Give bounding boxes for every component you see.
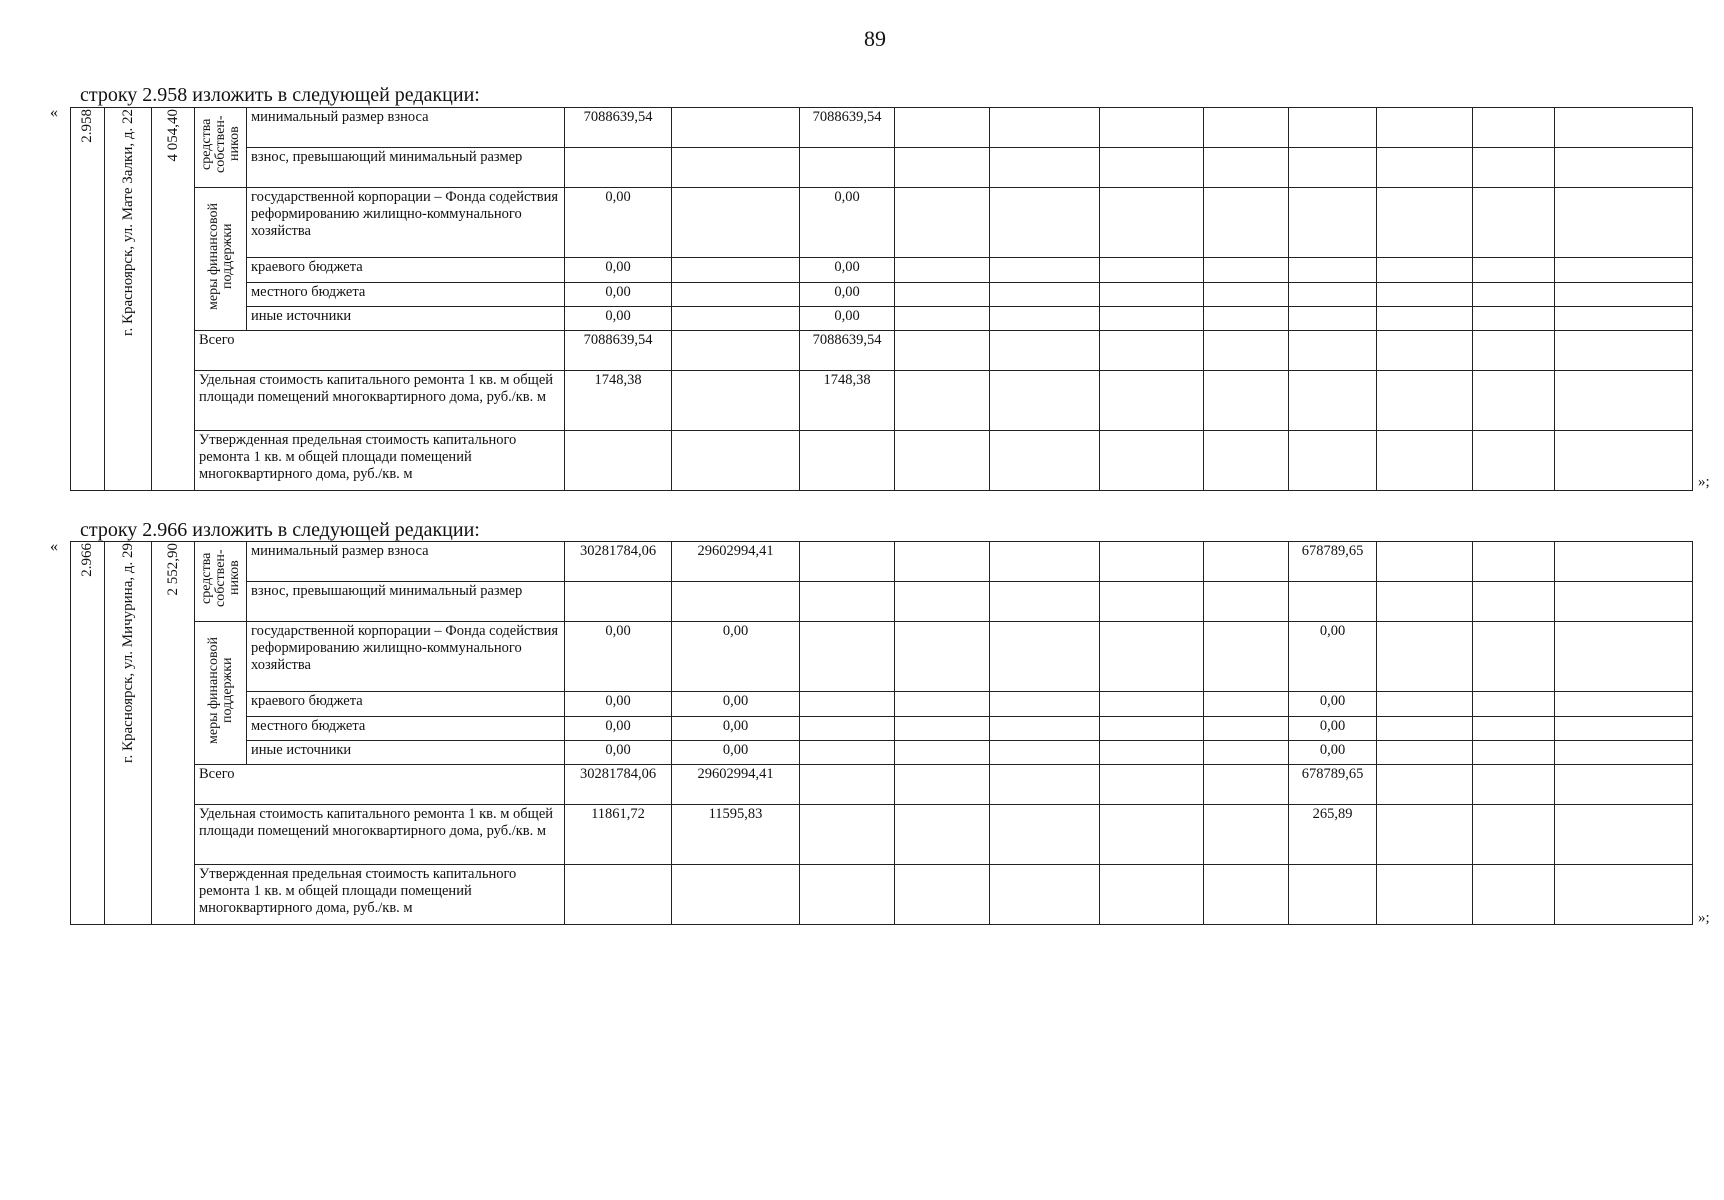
- owner-funds-group: [195, 108, 247, 188]
- value-cell: [800, 805, 895, 865]
- value-cell: [672, 306, 800, 330]
- amendment-heading: строку 2.958 изложить в следующей редакции:: [80, 84, 480, 106]
- value-cell: 7088639,54: [565, 108, 672, 148]
- value-cell: [672, 331, 800, 371]
- total-label: Всего: [195, 765, 565, 805]
- value-cell: 0,00: [672, 692, 800, 716]
- address: г. Красноярск, ул. Мичурина, д. 29: [119, 543, 136, 763]
- value-cell: [800, 765, 895, 805]
- value-cell: 0,00: [1289, 622, 1377, 692]
- value-cell: 0,00: [672, 740, 800, 764]
- value-cell: 0,00: [565, 740, 672, 764]
- amendment-table: [70, 107, 1693, 491]
- value-cell: 1748,38: [565, 371, 672, 431]
- value-cell: [1289, 188, 1377, 258]
- value-cell: [800, 542, 895, 582]
- value-cell: [1289, 431, 1377, 491]
- value-cell: [800, 740, 895, 764]
- row-number: 2.966: [79, 543, 95, 577]
- value-cell: [800, 716, 895, 740]
- value-cell: 0,00: [565, 306, 672, 330]
- value-cell: [1289, 282, 1377, 306]
- value-cell: [800, 622, 895, 692]
- value-cell: 0,00: [1289, 740, 1377, 764]
- address-cell: [105, 108, 152, 491]
- value-cell: [565, 582, 672, 622]
- value-cell: [672, 188, 800, 258]
- value-cell: [565, 431, 672, 491]
- row-label: краевого бюджета: [247, 258, 565, 282]
- value-cell: [1289, 331, 1377, 371]
- limit-cost-label: Утвержденная предельная стоимость капитального ремонта 1 кв. м общей площади помещений многоквартирного дома, руб./кв. м: [195, 865, 565, 925]
- row-label: местного бюджета: [247, 282, 565, 306]
- page-number: 89: [864, 26, 886, 51]
- value-cell: [672, 865, 800, 925]
- value-cell: [800, 582, 895, 622]
- value-cell: 678789,65: [1289, 765, 1377, 805]
- value-cell: 7088639,54: [800, 108, 895, 148]
- limit-cost-label: Утвержденная предельная стоимость капитального ремонта 1 кв. м общей площади помещений многоквартирного дома, руб./кв. м: [195, 431, 565, 491]
- value-cell: [1289, 582, 1377, 622]
- row-label: государственной корпорации – Фонда содействия реформированию жилищно-коммунального хозяйства: [247, 188, 565, 258]
- owner-funds-label: средства собствен-ников: [198, 115, 242, 173]
- value-cell: 0,00: [565, 258, 672, 282]
- value-cell: 0,00: [672, 716, 800, 740]
- row-number: 2.958: [79, 109, 95, 143]
- unit-cost-label: Удельная стоимость капитального ремонта 1 кв. м общей площади помещений многоквартирного дома, руб./кв. м: [195, 371, 565, 431]
- value-cell: 0,00: [800, 188, 895, 258]
- value-cell: [1289, 306, 1377, 330]
- row-label: взнос, превышающий минимальный размер: [247, 582, 565, 622]
- address-cell: [105, 542, 152, 925]
- amendment-heading: строку 2.966 изложить в следующей редакции:: [80, 519, 480, 541]
- opening-quote: «: [50, 538, 58, 555]
- value-cell: 678789,65: [1289, 542, 1377, 582]
- value-cell: 0,00: [565, 716, 672, 740]
- area: 4 054,40: [164, 109, 181, 162]
- value-cell: 11595,83: [672, 805, 800, 865]
- address: г. Красноярск, ул. Мате Залки, д. 22: [119, 109, 136, 336]
- area-cell: [152, 542, 195, 925]
- value-cell: [800, 148, 895, 188]
- value-cell: 7088639,54: [800, 331, 895, 371]
- row-label: иные источники: [247, 306, 565, 330]
- value-cell: [1289, 371, 1377, 431]
- row-label: минимальный размер взноса: [247, 108, 565, 148]
- value-cell: [672, 582, 800, 622]
- unit-cost-label: Удельная стоимость капитального ремонта 1 кв. м общей площади помещений многоквартирного дома, руб./кв. м: [195, 805, 565, 865]
- value-cell: [672, 371, 800, 431]
- closing-quote: »;: [1698, 910, 1710, 926]
- row-label: краевого бюджета: [247, 692, 565, 716]
- area: 2 552,90: [164, 543, 181, 596]
- value-cell: 0,00: [565, 188, 672, 258]
- value-cell: 0,00: [565, 622, 672, 692]
- value-cell: [565, 865, 672, 925]
- value-cell: 29602994,41: [672, 765, 800, 805]
- value-cell: [672, 258, 800, 282]
- value-cell: [672, 431, 800, 491]
- value-cell: [800, 865, 895, 925]
- amendment-table: [70, 541, 1693, 925]
- value-cell: [800, 431, 895, 491]
- support-label: меры финансовой поддержки: [205, 637, 235, 744]
- support-group: [195, 622, 247, 765]
- value-cell: 0,00: [1289, 716, 1377, 740]
- value-cell: [565, 148, 672, 188]
- row-label: иные источники: [247, 740, 565, 764]
- value-cell: 0,00: [800, 258, 895, 282]
- value-cell: [1289, 148, 1377, 188]
- value-cell: 0,00: [672, 622, 800, 692]
- value-cell: 30281784,06: [565, 542, 672, 582]
- owner-funds-label: средства собствен-ников: [198, 549, 242, 607]
- closing-quote: »;: [1698, 474, 1710, 490]
- value-cell: 0,00: [565, 282, 672, 306]
- value-cell: 7088639,54: [565, 331, 672, 371]
- opening-quote: «: [50, 104, 58, 121]
- area-cell: [152, 108, 195, 491]
- total-label: Всего: [195, 331, 565, 371]
- value-cell: [1289, 865, 1377, 925]
- value-cell: 0,00: [800, 282, 895, 306]
- value-cell: 11861,72: [565, 805, 672, 865]
- value-cell: 29602994,41: [672, 542, 800, 582]
- value-cell: 0,00: [800, 306, 895, 330]
- value-cell: 1748,38: [800, 371, 895, 431]
- value-cell: [1289, 258, 1377, 282]
- value-cell: 0,00: [1289, 692, 1377, 716]
- value-cell: [672, 108, 800, 148]
- value-cell: 0,00: [565, 692, 672, 716]
- row-label: местного бюджета: [247, 716, 565, 740]
- row-number-cell: [71, 542, 105, 925]
- value-cell: [672, 148, 800, 188]
- support-label: меры финансовой поддержки: [205, 203, 235, 310]
- row-label: государственной корпорации – Фонда содействия реформированию жилищно-коммунального хозяйства: [247, 622, 565, 692]
- row-number-cell: [71, 108, 105, 491]
- row-label: взнос, превышающий минимальный размер: [247, 148, 565, 188]
- value-cell: [672, 282, 800, 306]
- value-cell: 30281784,06: [565, 765, 672, 805]
- value-cell: [1289, 108, 1377, 148]
- row-label: минимальный размер взноса: [247, 542, 565, 582]
- value-cell: 265,89: [1289, 805, 1377, 865]
- support-group: [195, 188, 247, 331]
- owner-funds-group: [195, 542, 247, 622]
- value-cell: [800, 692, 895, 716]
